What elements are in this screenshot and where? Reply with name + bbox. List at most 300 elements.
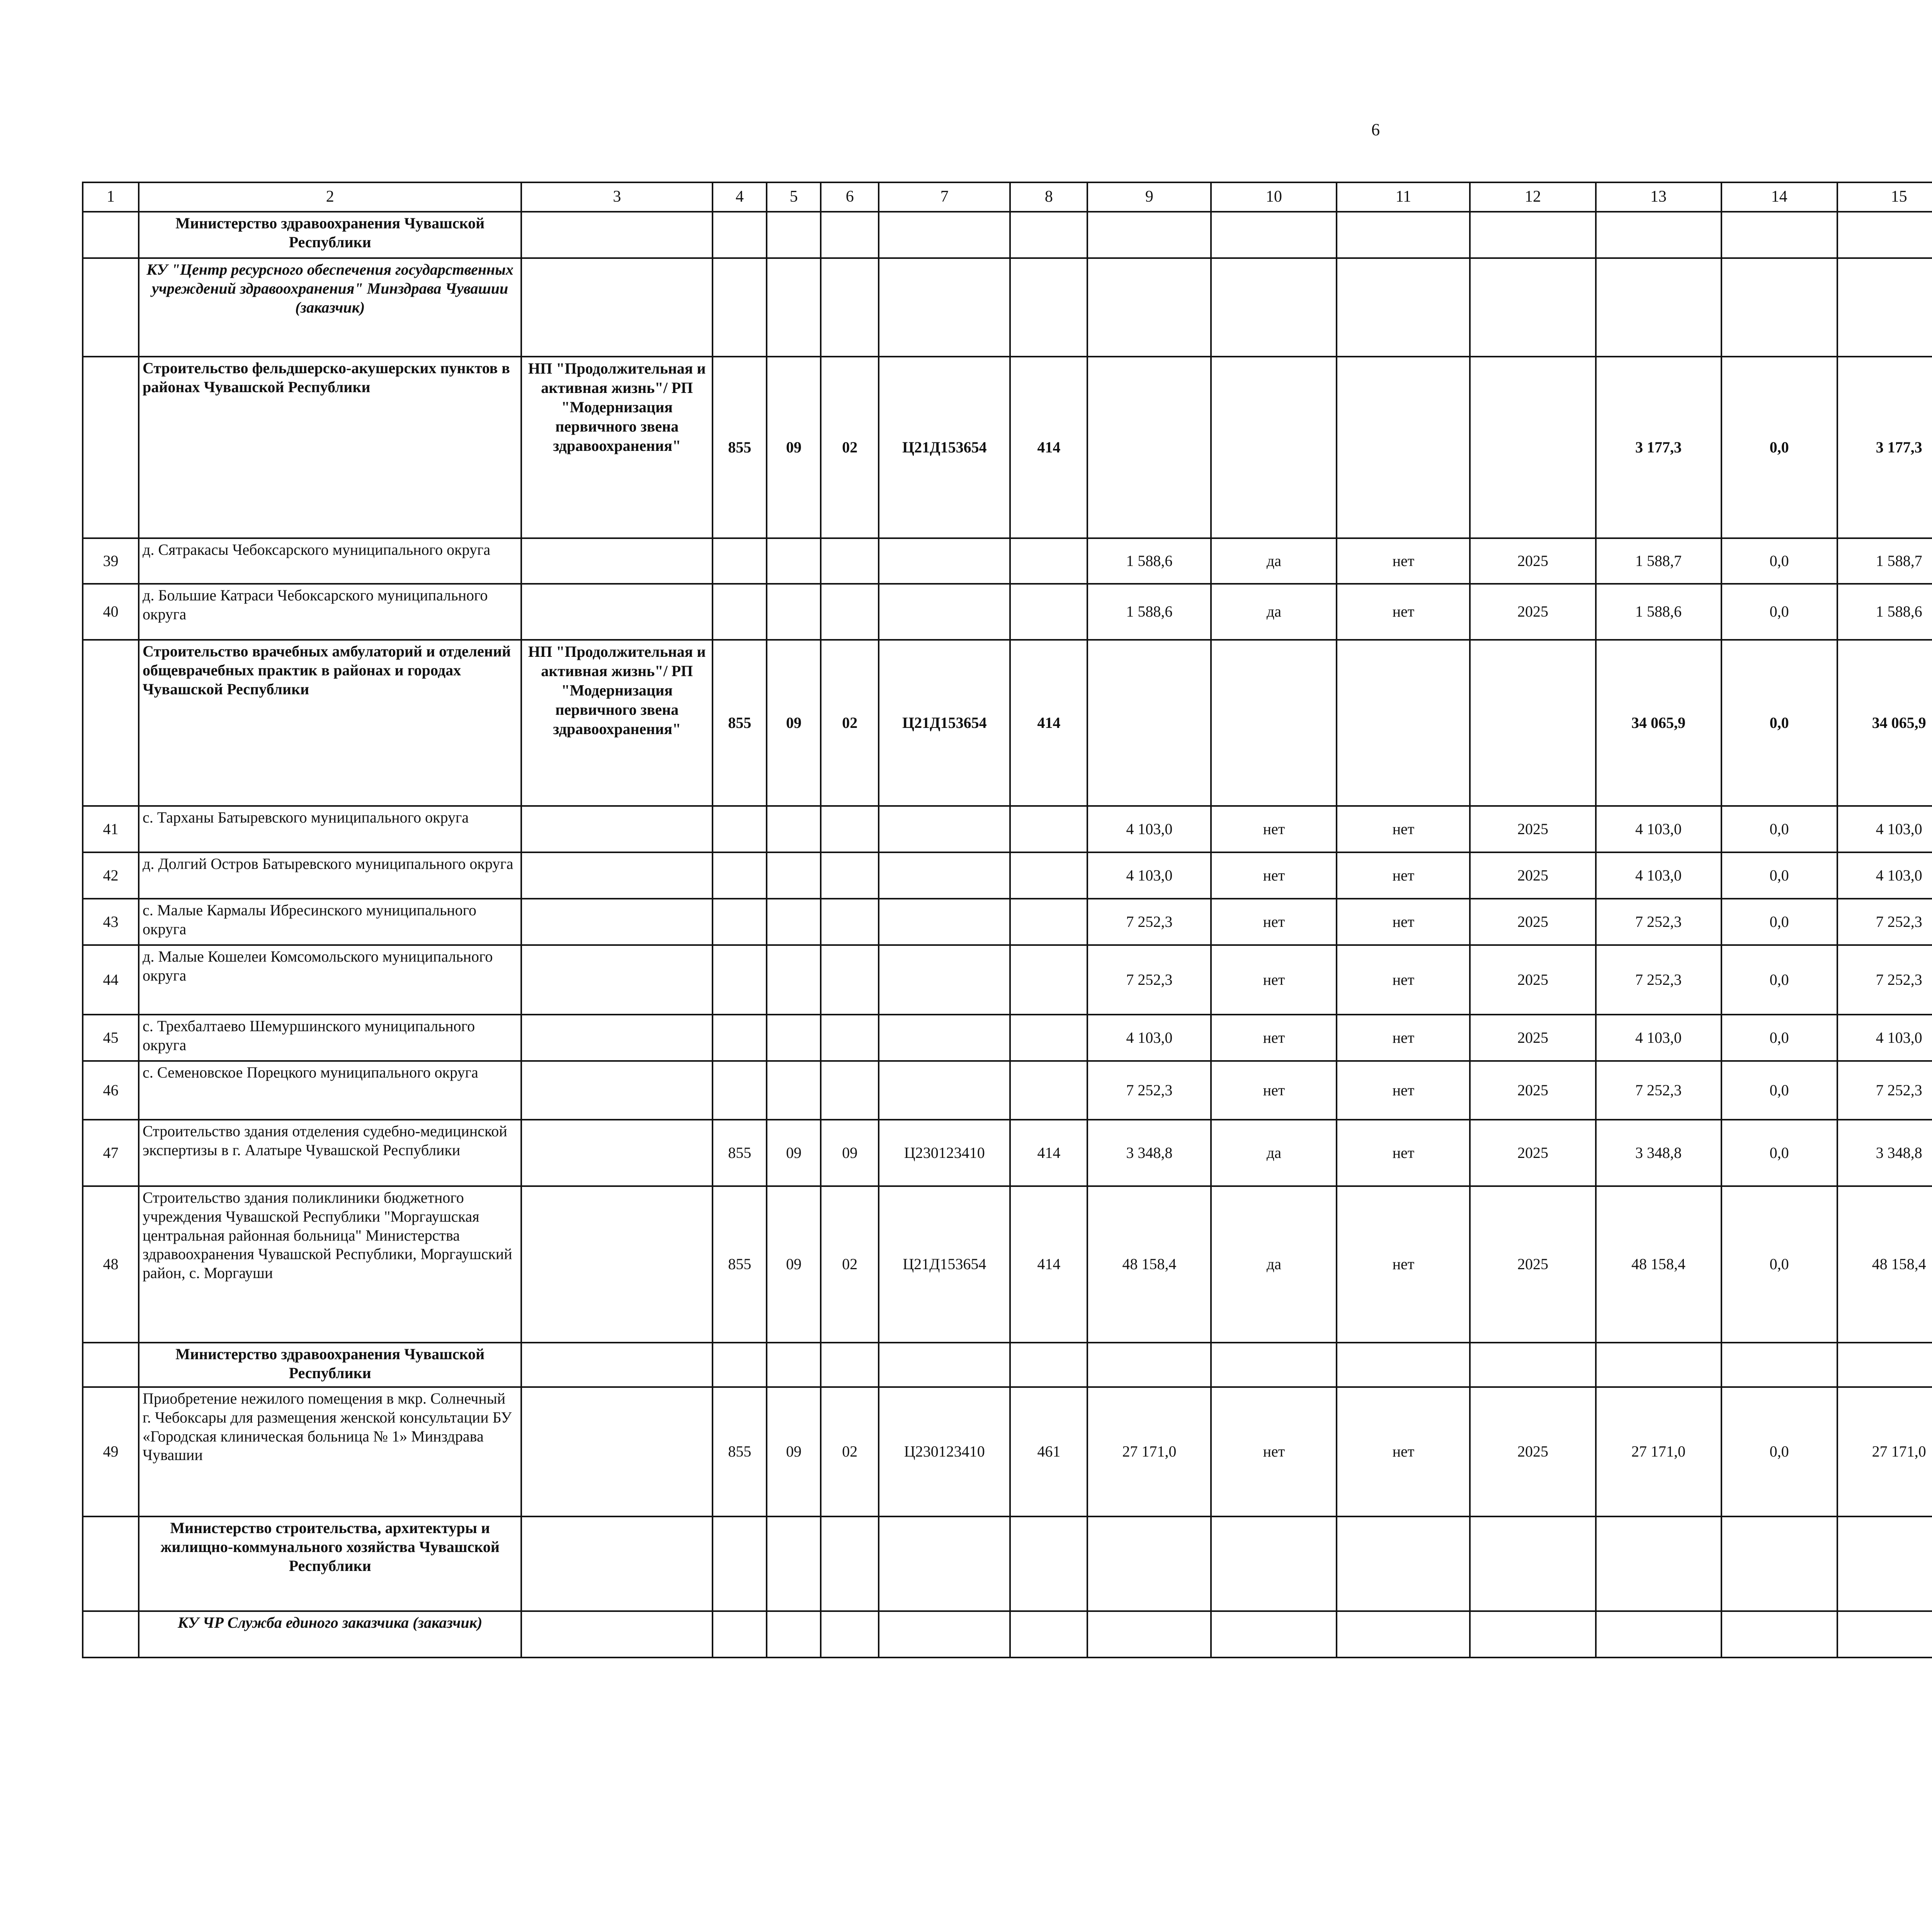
investment-objects-table: [82, 182, 1932, 1658]
cell-col-7: Ц21Д153654: [879, 1186, 1010, 1343]
cell-col-6: [821, 806, 879, 852]
program-cell: [521, 212, 713, 258]
row-number-cell: 49: [83, 1387, 139, 1516]
program-cell: [521, 584, 713, 640]
row-number-cell: 47: [83, 1120, 139, 1186]
cell-col-9: 7 252,3: [1087, 899, 1211, 945]
cell-col-14: [1721, 258, 1837, 357]
cell-col-5: [767, 258, 821, 357]
cell-col-15: [1837, 1516, 1932, 1611]
cell-col-10: [1211, 640, 1337, 806]
cell-col-7: Ц21Д153654: [879, 357, 1010, 538]
cell-col-8: [1010, 538, 1087, 584]
column-header-7: 7: [879, 182, 1010, 212]
cell-col-9: [1087, 212, 1211, 258]
cell-col-12: 2025: [1470, 1015, 1595, 1061]
cell-col-6: [821, 899, 879, 945]
cell-col-7: [879, 212, 1010, 258]
cell-col-9: [1087, 1343, 1211, 1387]
cell-col-10: [1211, 357, 1337, 538]
cell-col-4: [713, 1061, 767, 1120]
cell-col-13: 3 348,8: [1596, 1120, 1721, 1186]
cell-col-15: 48 158,4: [1837, 1186, 1932, 1343]
row-number-cell: 46: [83, 1061, 139, 1120]
cell-col-12: 2025: [1470, 806, 1595, 852]
page-number: 6: [1371, 120, 1380, 139]
cell-col-6: 02: [821, 357, 879, 538]
cell-col-4: [713, 852, 767, 899]
column-header-1: 1: [83, 182, 139, 212]
cell-col-12: 2025: [1470, 899, 1595, 945]
cell-col-6: 09: [821, 1120, 879, 1186]
cell-col-5: [767, 899, 821, 945]
cell-col-15: [1837, 1611, 1932, 1658]
group-row: [83, 640, 1932, 806]
cell-col-15: 4 103,0: [1837, 1015, 1932, 1061]
cell-col-11: нет: [1337, 945, 1470, 1015]
cell-col-12: [1470, 1516, 1595, 1611]
section-row: [83, 258, 1932, 357]
cell-col-13: [1596, 258, 1721, 357]
cell-col-6: [821, 1516, 879, 1611]
cell-col-15: [1837, 212, 1932, 258]
cell-col-14: 0,0: [1721, 852, 1837, 899]
cell-col-15: 7 252,3: [1837, 945, 1932, 1015]
object-name-cell: Строительство здания поликлиники бюджетного учреждения Чувашской Республики "Моргаушская центральная районная больница" Министерства здравоохранения Чувашской Республики, Моргаушский район, с. Моргауши: [139, 1186, 521, 1343]
cell-col-6: 02: [821, 1387, 879, 1516]
cell-col-11: нет: [1337, 1015, 1470, 1061]
cell-col-8: [1010, 945, 1087, 1015]
column-header-3: 3: [521, 182, 713, 212]
cell-col-10: нет: [1211, 899, 1337, 945]
cell-col-7: [879, 1611, 1010, 1658]
column-header-8: 8: [1010, 182, 1087, 212]
column-header-15: 15: [1837, 182, 1932, 212]
object-name-cell: Строительство врачебных амбулаторий и отделений общеврачебных практик в районах и городах Чувашской Республики: [139, 640, 521, 806]
program-cell: [521, 945, 713, 1015]
program-cell: [521, 1387, 713, 1516]
cell-col-15: 1 588,6: [1837, 584, 1932, 640]
column-header-6: 6: [821, 182, 879, 212]
cell-col-8: [1010, 258, 1087, 357]
program-cell: НП "Продолжительная и активная жизнь"/ РП "Модернизация первичного звена здравоохранения": [521, 640, 713, 806]
cell-col-4: 855: [713, 1186, 767, 1343]
cell-col-7: Ц230123410: [879, 1387, 1010, 1516]
row-number-cell: 39: [83, 538, 139, 584]
row-number-cell: [83, 640, 139, 806]
object-name-cell: КУ "Центр ресурсного обеспечения государственных учреждений здравоохранения" Минздрава Чувашии (заказчик): [139, 258, 521, 357]
row-number-cell: [83, 258, 139, 357]
cell-col-13: 7 252,3: [1596, 945, 1721, 1015]
cell-col-10: да: [1211, 1120, 1337, 1186]
cell-col-5: [767, 806, 821, 852]
cell-col-7: [879, 806, 1010, 852]
cell-col-12: [1470, 1343, 1595, 1387]
cell-col-13: 7 252,3: [1596, 1061, 1721, 1120]
cell-col-8: 414: [1010, 357, 1087, 538]
table-row: [83, 584, 1932, 640]
cell-col-8: 414: [1010, 1120, 1087, 1186]
cell-col-11: нет: [1337, 1061, 1470, 1120]
cell-col-12: 2025: [1470, 538, 1595, 584]
program-cell: [521, 806, 713, 852]
cell-col-5: 09: [767, 1120, 821, 1186]
cell-col-11: нет: [1337, 806, 1470, 852]
table-row: [83, 1120, 1932, 1186]
cell-col-14: 0,0: [1721, 357, 1837, 538]
cell-col-9: [1087, 1611, 1211, 1658]
section-row: [83, 212, 1932, 258]
cell-col-13: 7 252,3: [1596, 899, 1721, 945]
cell-col-15: 4 103,0: [1837, 806, 1932, 852]
cell-col-7: [879, 899, 1010, 945]
cell-col-13: [1596, 1516, 1721, 1611]
cell-col-7: Ц230123410: [879, 1120, 1010, 1186]
row-number-cell: 45: [83, 1015, 139, 1061]
cell-col-4: [713, 1611, 767, 1658]
cell-col-13: [1596, 212, 1721, 258]
cell-col-9: 3 348,8: [1087, 1120, 1211, 1186]
cell-col-8: [1010, 1343, 1087, 1387]
cell-col-4: [713, 1343, 767, 1387]
row-number-cell: 43: [83, 899, 139, 945]
cell-col-15: [1837, 258, 1932, 357]
cell-col-4: 855: [713, 640, 767, 806]
cell-col-14: 0,0: [1721, 1120, 1837, 1186]
column-header-10: 10: [1211, 182, 1337, 212]
cell-col-14: 0,0: [1721, 1186, 1837, 1343]
cell-col-8: [1010, 1516, 1087, 1611]
cell-col-8: [1010, 806, 1087, 852]
cell-col-8: [1010, 852, 1087, 899]
cell-col-14: 0,0: [1721, 1061, 1837, 1120]
program-cell: [521, 1015, 713, 1061]
table-row: [83, 852, 1932, 899]
cell-col-15: 3 348,8: [1837, 1120, 1932, 1186]
cell-col-12: 2025: [1470, 1061, 1595, 1120]
object-name-cell: Министерство здравоохранения Чувашской Республики: [139, 212, 521, 258]
object-name-cell: д. Долгий Остров Батыревского муниципального округа: [139, 852, 521, 899]
object-name-cell: с. Семеновское Порецкого муниципального округа: [139, 1061, 521, 1120]
cell-col-7: [879, 584, 1010, 640]
cell-col-7: [879, 258, 1010, 357]
cell-col-4: [713, 806, 767, 852]
cell-col-5: 09: [767, 357, 821, 538]
cell-col-15: 4 103,0: [1837, 852, 1932, 899]
cell-col-13: [1596, 1343, 1721, 1387]
cell-col-15: 27 171,0: [1837, 1387, 1932, 1516]
cell-col-12: [1470, 258, 1595, 357]
cell-col-9: 4 103,0: [1087, 806, 1211, 852]
row-number-cell: [83, 212, 139, 258]
cell-col-14: 0,0: [1721, 806, 1837, 852]
column-header-14: 14: [1721, 182, 1837, 212]
cell-col-4: [713, 212, 767, 258]
cell-col-8: [1010, 1611, 1087, 1658]
row-number-cell: 42: [83, 852, 139, 899]
cell-col-5: [767, 1611, 821, 1658]
cell-col-9: 4 103,0: [1087, 852, 1211, 899]
cell-col-8: [1010, 899, 1087, 945]
cell-col-5: [767, 212, 821, 258]
cell-col-11: [1337, 258, 1470, 357]
cell-col-8: 461: [1010, 1387, 1087, 1516]
cell-col-14: 0,0: [1721, 584, 1837, 640]
object-name-cell: д. Малые Кошелеи Комсомольского муниципального округа: [139, 945, 521, 1015]
cell-col-7: [879, 538, 1010, 584]
cell-col-12: 2025: [1470, 1186, 1595, 1343]
cell-col-13: 1 588,7: [1596, 538, 1721, 584]
cell-col-6: [821, 852, 879, 899]
row-number-cell: [83, 1611, 139, 1658]
cell-col-4: [713, 1015, 767, 1061]
cell-col-10: нет: [1211, 1061, 1337, 1120]
column-number-header-row: [83, 182, 1932, 212]
cell-col-9: [1087, 258, 1211, 357]
cell-col-14: [1721, 1611, 1837, 1658]
cell-col-4: [713, 1516, 767, 1611]
cell-col-14: 0,0: [1721, 945, 1837, 1015]
cell-col-14: 0,0: [1721, 899, 1837, 945]
cell-col-13: 4 103,0: [1596, 1015, 1721, 1061]
cell-col-9: [1087, 640, 1211, 806]
cell-col-6: 02: [821, 1186, 879, 1343]
cell-col-12: 2025: [1470, 852, 1595, 899]
cell-col-10: да: [1211, 1186, 1337, 1343]
cell-col-11: нет: [1337, 1387, 1470, 1516]
cell-col-4: 855: [713, 1387, 767, 1516]
cell-col-8: [1010, 212, 1087, 258]
cell-col-5: [767, 584, 821, 640]
cell-col-6: [821, 1611, 879, 1658]
cell-col-10: нет: [1211, 1387, 1337, 1516]
table-row: [83, 806, 1932, 852]
cell-col-14: 0,0: [1721, 538, 1837, 584]
cell-col-10: нет: [1211, 806, 1337, 852]
table-row: [83, 1387, 1932, 1516]
table-body: [83, 182, 1932, 1658]
cell-col-11: нет: [1337, 1120, 1470, 1186]
cell-col-5: [767, 1061, 821, 1120]
cell-col-10: [1211, 1611, 1337, 1658]
cell-col-11: нет: [1337, 899, 1470, 945]
cell-col-4: 855: [713, 1120, 767, 1186]
cell-col-13: [1596, 1611, 1721, 1658]
cell-col-14: 0,0: [1721, 1015, 1837, 1061]
row-number-cell: 40: [83, 584, 139, 640]
cell-col-10: нет: [1211, 852, 1337, 899]
cell-col-9: 1 588,6: [1087, 538, 1211, 584]
cell-col-6: [821, 945, 879, 1015]
cell-col-11: [1337, 212, 1470, 258]
object-name-cell: Строительство здания отделения судебно-медицинской экспертизы в г. Алатыре Чувашской Республики: [139, 1120, 521, 1186]
cell-col-9: 1 588,6: [1087, 584, 1211, 640]
cell-col-7: [879, 1015, 1010, 1061]
column-header-9: 9: [1087, 182, 1211, 212]
cell-col-13: 4 103,0: [1596, 852, 1721, 899]
cell-col-5: [767, 1343, 821, 1387]
cell-col-15: 3 177,3: [1837, 357, 1932, 538]
row-number-cell: [83, 1343, 139, 1387]
program-cell: [521, 899, 713, 945]
object-name-cell: с. Малые Кармалы Ибресинского муниципального округа: [139, 899, 521, 945]
cell-col-11: [1337, 1516, 1470, 1611]
object-name-cell: Строительство фельдшерско-акушерских пунктов в районах Чувашской Республики: [139, 357, 521, 538]
program-cell: [521, 1611, 713, 1658]
cell-col-11: нет: [1337, 584, 1470, 640]
cell-col-9: 48 158,4: [1087, 1186, 1211, 1343]
cell-col-11: нет: [1337, 538, 1470, 584]
cell-col-5: [767, 1015, 821, 1061]
program-cell: [521, 1343, 713, 1387]
program-cell: НП "Продолжительная и активная жизнь"/ РП "Модернизация первичного звена здравоохранения": [521, 357, 713, 538]
cell-col-4: [713, 945, 767, 1015]
cell-col-5: [767, 945, 821, 1015]
column-header-12: 12: [1470, 182, 1595, 212]
program-cell: [521, 538, 713, 584]
cell-col-11: [1337, 1343, 1470, 1387]
cell-col-9: [1087, 357, 1211, 538]
cell-col-12: [1470, 1611, 1595, 1658]
cell-col-6: [821, 258, 879, 357]
cell-col-15: 7 252,3: [1837, 1061, 1932, 1120]
cell-col-5: 09: [767, 1387, 821, 1516]
cell-col-12: 2025: [1470, 1387, 1595, 1516]
cell-col-7: [879, 1061, 1010, 1120]
cell-col-6: [821, 1015, 879, 1061]
section-row: [83, 1343, 1932, 1387]
object-name-cell: КУ ЧР Служба единого заказчика (заказчик): [139, 1611, 521, 1658]
cell-col-14: 0,0: [1721, 1387, 1837, 1516]
cell-col-7: [879, 1516, 1010, 1611]
cell-col-11: нет: [1337, 1186, 1470, 1343]
row-number-cell: [83, 357, 139, 538]
cell-col-12: 2025: [1470, 584, 1595, 640]
cell-col-13: 4 103,0: [1596, 806, 1721, 852]
program-cell: [521, 852, 713, 899]
table-row: [83, 1186, 1932, 1343]
cell-col-15: 1 588,7: [1837, 538, 1932, 584]
cell-col-7: [879, 1343, 1010, 1387]
cell-col-5: [767, 1516, 821, 1611]
cell-col-13: 27 171,0: [1596, 1387, 1721, 1516]
cell-col-12: 2025: [1470, 945, 1595, 1015]
cell-col-9: 7 252,3: [1087, 1061, 1211, 1120]
cell-col-14: [1721, 1343, 1837, 1387]
object-name-cell: д. Большие Катраси Чебоксарского муниципального округа: [139, 584, 521, 640]
group-row: [83, 357, 1932, 538]
program-cell: [521, 1061, 713, 1120]
program-cell: [521, 258, 713, 357]
cell-col-7: [879, 945, 1010, 1015]
cell-col-6: [821, 538, 879, 584]
object-name-cell: д. Сятракасы Чебоксарского муниципального округа: [139, 538, 521, 584]
section-row: [83, 1611, 1932, 1658]
cell-col-15: 34 065,9: [1837, 640, 1932, 806]
program-cell: [521, 1186, 713, 1343]
cell-col-4: 855: [713, 357, 767, 538]
cell-col-13: 34 065,9: [1596, 640, 1721, 806]
cell-col-4: [713, 899, 767, 945]
column-header-5: 5: [767, 182, 821, 212]
cell-col-8: [1010, 1061, 1087, 1120]
cell-col-5: 09: [767, 640, 821, 806]
cell-col-8: [1010, 584, 1087, 640]
object-name-cell: с. Тарханы Батыревского муниципального округа: [139, 806, 521, 852]
cell-col-5: 09: [767, 1186, 821, 1343]
object-name-cell: Приобретение нежилого помещения в мкр. Солнечный г. Чебоксары для размещения женской консультации БУ «Городская клиническая больница № 1» Минздрава Чувашии: [139, 1387, 521, 1516]
cell-col-6: [821, 1061, 879, 1120]
cell-col-7: [879, 852, 1010, 899]
cell-col-14: 0,0: [1721, 640, 1837, 806]
cell-col-11: [1337, 1611, 1470, 1658]
cell-col-10: [1211, 212, 1337, 258]
column-header-11: 11: [1337, 182, 1470, 212]
program-cell: [521, 1120, 713, 1186]
program-cell: [521, 1516, 713, 1611]
section-row: [83, 1516, 1932, 1611]
column-header-2: 2: [139, 182, 521, 212]
cell-col-6: [821, 212, 879, 258]
cell-col-15: [1837, 1343, 1932, 1387]
cell-col-6: 02: [821, 640, 879, 806]
row-number-cell: 41: [83, 806, 139, 852]
table-row: [83, 538, 1932, 584]
cell-col-10: да: [1211, 584, 1337, 640]
cell-col-12: 2025: [1470, 1120, 1595, 1186]
cell-col-13: 1 588,6: [1596, 584, 1721, 640]
object-name-cell: с. Трехбалтаево Шемуршинского муниципального округа: [139, 1015, 521, 1061]
cell-col-4: [713, 584, 767, 640]
object-name-cell: Министерство строительства, архитектуры и жилищно-коммунального хозяйства Чувашской Республики: [139, 1516, 521, 1611]
cell-col-9: [1087, 1516, 1211, 1611]
cell-col-12: [1470, 212, 1595, 258]
cell-col-10: нет: [1211, 1015, 1337, 1061]
cell-col-8: 414: [1010, 640, 1087, 806]
row-number-cell: 44: [83, 945, 139, 1015]
cell-col-11: нет: [1337, 852, 1470, 899]
cell-col-8: [1010, 1015, 1087, 1061]
cell-col-13: 48 158,4: [1596, 1186, 1721, 1343]
cell-col-12: [1470, 357, 1595, 538]
cell-col-7: Ц21Д153654: [879, 640, 1010, 806]
cell-col-5: [767, 852, 821, 899]
cell-col-9: 27 171,0: [1087, 1387, 1211, 1516]
cell-col-15: 7 252,3: [1837, 899, 1932, 945]
cell-col-4: [713, 538, 767, 584]
cell-col-4: [713, 258, 767, 357]
object-name-cell: Министерство здравоохранения Чувашской Республики: [139, 1343, 521, 1387]
column-header-13: 13: [1596, 182, 1721, 212]
row-number-cell: 48: [83, 1186, 139, 1343]
cell-col-14: [1721, 212, 1837, 258]
table-row: [83, 899, 1932, 945]
table-row: [83, 1015, 1932, 1061]
table-row: [83, 945, 1932, 1015]
cell-col-10: [1211, 1516, 1337, 1611]
cell-col-6: [821, 1343, 879, 1387]
cell-col-10: нет: [1211, 945, 1337, 1015]
cell-col-12: [1470, 640, 1595, 806]
cell-col-5: [767, 538, 821, 584]
cell-col-9: 4 103,0: [1087, 1015, 1211, 1061]
cell-col-10: да: [1211, 538, 1337, 584]
cell-col-14: [1721, 1516, 1837, 1611]
cell-col-10: [1211, 258, 1337, 357]
row-number-cell: [83, 1516, 139, 1611]
cell-col-9: 7 252,3: [1087, 945, 1211, 1015]
cell-col-6: [821, 584, 879, 640]
